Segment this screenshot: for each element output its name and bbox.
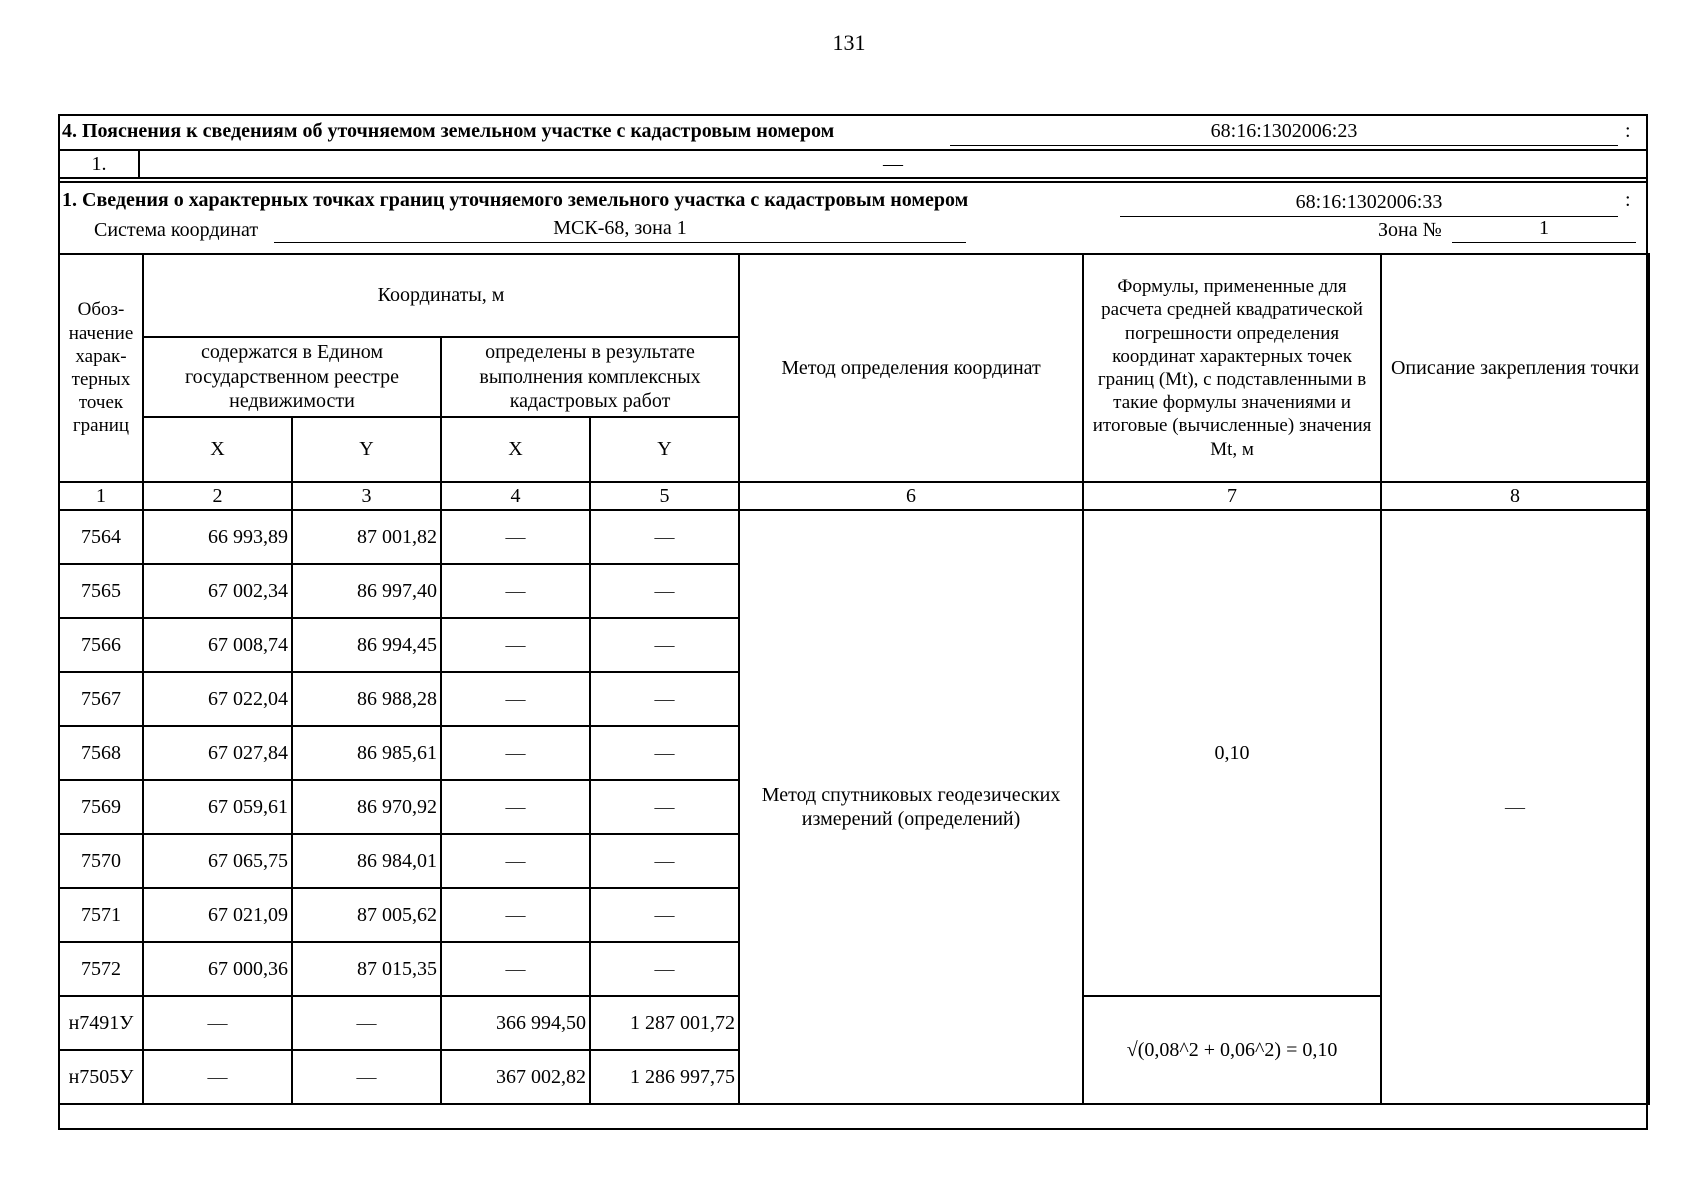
header-y-complex: Y bbox=[590, 417, 739, 482]
egrn-y: 86 997,40 bbox=[292, 564, 441, 618]
complex-y: — bbox=[590, 726, 739, 780]
notes-section-title: 4. Пояснения к сведениям об уточняемом земельном участке с кадастровым номером bbox=[62, 120, 835, 142]
egrn-y: 86 994,45 bbox=[292, 618, 441, 672]
egrn-y: 87 001,82 bbox=[292, 510, 441, 564]
points-colon: : bbox=[1625, 189, 1631, 211]
egrn-y: 86 984,01 bbox=[292, 834, 441, 888]
egrn-x: 66 993,89 bbox=[143, 510, 292, 564]
complex-x: 367 002,82 bbox=[441, 1050, 590, 1104]
point-id: н7491У bbox=[59, 996, 143, 1050]
complex-y: — bbox=[590, 942, 739, 996]
header-formulas: Формулы, примененные для расчета средней квадратической погрешности определения координат характерных точек границ (Mt), с подставленными в такие формулы значениями и итоговые (вычисленные) значения Mt, м bbox=[1083, 254, 1381, 482]
egrn-x: — bbox=[143, 1050, 292, 1104]
egrn-y: 87 015,35 bbox=[292, 942, 441, 996]
points-section-header bbox=[60, 181, 1646, 245]
egrn-x: 67 008,74 bbox=[143, 618, 292, 672]
zone-label: Зона № bbox=[1378, 219, 1442, 241]
header-x-egrn: X bbox=[143, 417, 292, 482]
notes-row-index: 1. bbox=[60, 151, 140, 177]
egrn-x: 67 002,34 bbox=[143, 564, 292, 618]
document-sheet bbox=[58, 114, 1648, 1130]
header-y-egrn: Y bbox=[292, 417, 441, 482]
egrn-x: 67 000,36 bbox=[143, 942, 292, 996]
complex-x: 366 994,50 bbox=[441, 996, 590, 1050]
egrn-x: 67 022,04 bbox=[143, 672, 292, 726]
header-x-complex: X bbox=[441, 417, 590, 482]
egrn-x: — bbox=[143, 996, 292, 1050]
point-id: 7567 bbox=[59, 672, 143, 726]
egrn-x: 67 027,84 bbox=[143, 726, 292, 780]
column-index: 1 bbox=[59, 482, 143, 510]
notes-row bbox=[60, 151, 1646, 179]
complex-x: — bbox=[441, 834, 590, 888]
point-id: 7570 bbox=[59, 834, 143, 888]
complex-x: — bbox=[441, 942, 590, 996]
complex-y: — bbox=[590, 618, 739, 672]
point-id: 7569 bbox=[59, 780, 143, 834]
point-id: 7572 bbox=[59, 942, 143, 996]
complex-x: — bbox=[441, 672, 590, 726]
coord-system-value: МСК-68, зона 1 bbox=[274, 217, 966, 243]
egrn-y: 86 970,92 bbox=[292, 780, 441, 834]
page-number: 131 bbox=[832, 30, 866, 55]
point-id: 7564 bbox=[59, 510, 143, 564]
egrn-y: 86 985,61 bbox=[292, 726, 441, 780]
notes-cadastral-number: 68:16:1302006:23 bbox=[950, 120, 1618, 146]
table-row bbox=[59, 510, 1649, 564]
complex-y: 1 286 997,75 bbox=[590, 1050, 739, 1104]
egrn-y: 86 988,28 bbox=[292, 672, 441, 726]
complex-x: — bbox=[441, 618, 590, 672]
fixing-cell: — bbox=[1381, 510, 1649, 1104]
egrn-y: 87 005,62 bbox=[292, 888, 441, 942]
column-index: 8 bbox=[1381, 482, 1649, 510]
notes-row-value: — bbox=[883, 153, 903, 175]
complex-x: — bbox=[441, 564, 590, 618]
complex-x: — bbox=[441, 780, 590, 834]
complex-y: 1 287 001,72 bbox=[590, 996, 739, 1050]
egrn-x: 67 059,61 bbox=[143, 780, 292, 834]
header-coordinates: Координаты, м bbox=[143, 254, 739, 337]
point-id: 7568 bbox=[59, 726, 143, 780]
egrn-x: 67 065,75 bbox=[143, 834, 292, 888]
complex-x: — bbox=[441, 510, 590, 564]
points-cadastral-number: 68:16:1302006:33 bbox=[1120, 191, 1618, 217]
method-cell: Метод спутниковых геодезических измерений (определений) bbox=[739, 510, 1083, 1104]
header-method: Метод определения координат bbox=[739, 254, 1083, 482]
zone-value: 1 bbox=[1452, 217, 1636, 243]
notes-colon: : bbox=[1625, 120, 1631, 142]
coord-system-label: Система координат bbox=[94, 219, 259, 241]
column-index: 3 bbox=[292, 482, 441, 510]
header-fixing: Описание закрепления точки bbox=[1381, 254, 1649, 482]
mt-existing-cell: 0,10 bbox=[1083, 510, 1381, 996]
complex-y: — bbox=[590, 888, 739, 942]
column-index: 7 bbox=[1083, 482, 1381, 510]
header-point-designation: Обоз-начение харак-терных точек границ bbox=[59, 254, 143, 482]
complex-y: — bbox=[590, 510, 739, 564]
egrn-y: — bbox=[292, 996, 441, 1050]
complex-y: — bbox=[590, 780, 739, 834]
point-id: 7565 bbox=[59, 564, 143, 618]
points-section-title: 1. Сведения о характерных точках границ уточняемого земельного участка с кадастровым номером bbox=[62, 189, 969, 211]
mt-formula-cell: √(0,08^2 + 0,06^2) = 0,10 bbox=[1083, 996, 1381, 1104]
header-complex-works: определены в результате выполнения комплексных кадастровых работ bbox=[441, 337, 739, 417]
column-index: 6 bbox=[739, 482, 1083, 510]
egrn-x: 67 021,09 bbox=[143, 888, 292, 942]
complex-y: — bbox=[590, 834, 739, 888]
complex-x: — bbox=[441, 726, 590, 780]
complex-y: — bbox=[590, 672, 739, 726]
complex-x: — bbox=[441, 888, 590, 942]
point-id: 7566 bbox=[59, 618, 143, 672]
column-index: 2 bbox=[143, 482, 292, 510]
point-id: 7571 bbox=[59, 888, 143, 942]
complex-y: — bbox=[590, 564, 739, 618]
point-id: н7505У bbox=[59, 1050, 143, 1104]
egrn-y: — bbox=[292, 1050, 441, 1104]
notes-section-header bbox=[60, 116, 1646, 151]
column-index: 4 bbox=[441, 482, 590, 510]
points-table bbox=[58, 253, 1650, 1105]
header-egrn: содержатся в Едином государственном реестре недвижимости bbox=[143, 337, 441, 417]
column-index: 5 bbox=[590, 482, 739, 510]
